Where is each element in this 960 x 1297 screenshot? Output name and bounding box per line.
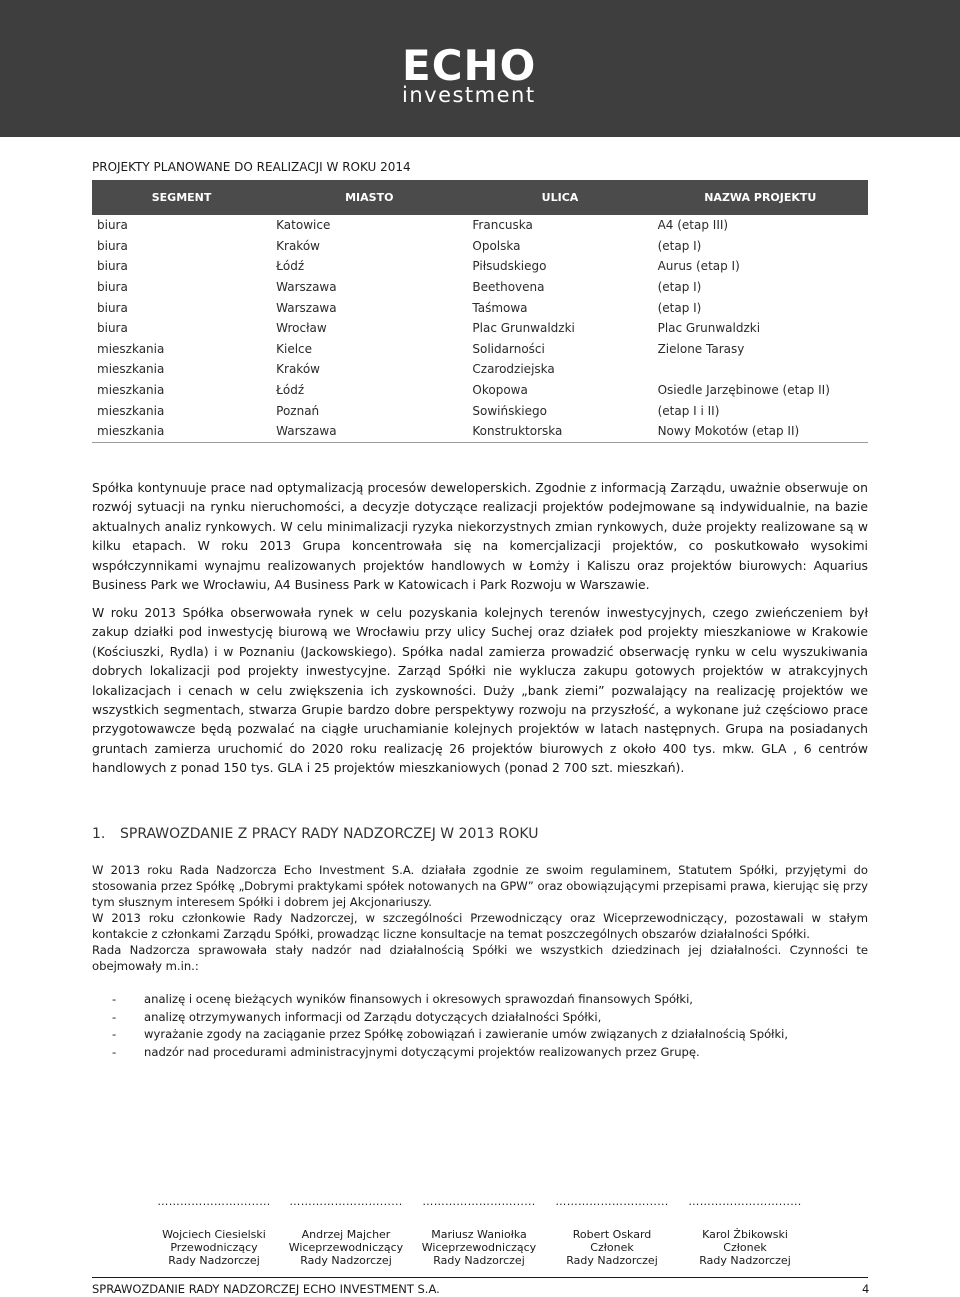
- signature-line: ……………………......: [157, 1195, 271, 1208]
- bullet-dash: -: [112, 1044, 117, 1059]
- cell-street: Sowińskiego: [472, 403, 547, 418]
- cell-street: Solidarności: [472, 341, 545, 356]
- cell-city: Łódź: [276, 383, 305, 398]
- table-row: [92, 359, 868, 380]
- signatory-role: Wiceprzewodniczący: [421, 1241, 537, 1254]
- cell-project-name: Zielone Tarasy: [657, 341, 745, 356]
- table-row: [92, 277, 868, 298]
- column-header-city: MIASTO: [271, 180, 467, 215]
- cell-street: Taśmowa: [472, 300, 528, 315]
- echo-investment-logo: [402, 41, 562, 107]
- cell-segment: biura: [97, 321, 128, 336]
- signatory-role: Przewodniczący: [170, 1241, 258, 1254]
- cell-project-name: Aurus (etap I): [657, 259, 740, 274]
- signatory-name: Wojciech Ciesielski: [162, 1228, 266, 1241]
- signatory-body: Rady Nadzorczej: [168, 1254, 260, 1267]
- signatory-name: Robert Oskard: [572, 1228, 652, 1241]
- signatory-role: Członek: [723, 1241, 767, 1254]
- cell-segment: mieszkania: [92, 421, 271, 442]
- table-row: [92, 421, 868, 442]
- paragraph-board-supervision: Rada Nadzorcza sprawowała stały nadzór nad działalnością Spółki we wszystkich dziedzinach jej działalności. Czynności te obejmowały m.in.:: [92, 943, 868, 973]
- cell-project-name: (etap I): [657, 300, 702, 315]
- cell-street: Opolska: [472, 238, 521, 253]
- column-header-project-name: NAZWA PROJEKTU: [653, 180, 868, 215]
- table-row: [92, 380, 868, 401]
- table-body: [92, 215, 868, 442]
- cell-segment: mieszkania: [97, 383, 165, 398]
- list-item-text: analizę i ocenę bieżących wyników finansowych i okresowych sprawozdań finansowych Spółki,: [144, 992, 693, 1006]
- signatory-name: Andrzej Majcher: [301, 1228, 391, 1241]
- signatures: [148, 1195, 828, 1265]
- supervision-list: [92, 991, 868, 1061]
- signature-line: ……………………......: [422, 1195, 536, 1208]
- cell-city: Poznań: [276, 403, 320, 418]
- signatory-body: Rady Nadzorczej: [566, 1254, 658, 1267]
- cell-city: Warszawa: [276, 300, 337, 315]
- cell-city: Łódź: [276, 259, 305, 274]
- signatory-name: Mariusz Waniołka: [431, 1228, 527, 1241]
- cell-city: Katowice: [276, 218, 331, 233]
- cell-street: Francuska: [472, 218, 533, 233]
- table-row: [92, 318, 868, 339]
- table-row: [92, 400, 868, 421]
- cell-street: Konstruktorska: [467, 421, 652, 442]
- column-header-street: ULICA: [467, 180, 652, 215]
- paragraph-land-bank: W roku 2013 Spółka obserwowała rynek w celu pozyskania kolejnych terenów inwestycyjnych, czego zwieńczeniem był zakup działki pod inwestycję biurową we Wrocławiu przy ulicy Suchej oraz działek pod projekty mieszkaniowe w Krakowie (Kościuszki, Rydla) i w Poznaniu (Jackowskiego). Spółka nadal zamierza prowadzić obserwację rynku w celu wyszukiwania dobrych lokalizacji pod projekty inwestycyjne. Zarząd Spółki nie wyklucza zakupu gotowych projektów w atrakcyjnych lokalizacjach i cenach w celu zwiększenia ich zyskowności. Duży „bank ziemi” pozwalający na realizację projektów we wszystkich segmentach, stwarza Grupie bardzo dobre perspektywy rozwoju na przyszłość, a wykonane już częściowo prace przygotowawcze będą pozwalać na ciągłe uruchamianie kolejnych projektów w latach następnych. Grupa na posiadanych gruntach zamierza uruchomić do 2020 roku realizację 26 projektów biurowych z około 400 tys. mkw. GLA , 6 centrów handlowych z ponad 150 tys. GLA i 25 projektów mieszkaniowych (ponad 2 700 szt. mieszkań).: [92, 605, 868, 776]
- table-header-row: [92, 180, 868, 215]
- header-band: [0, 0, 960, 137]
- paragraph-board-members: W 2013 roku członkowie Rady Nadzorczej, w szczególności Przewodniczący oraz Wiceprzewodniczący, pozostawali w stałym kontakcie z członkami Zarządu Spółki, prowadząc liczne konsultacje na temat poszczególnych obszarów działalności Spółki.: [92, 911, 868, 941]
- paragraph-board-activity: W 2013 roku Rada Nadzorcza Echo Investment S.A. działała zgodnie ze swoim regulaminem, Statutem Spółki, przyjętymi do stosowania przez Spółkę „Dobrymi praktykami spółek notowanych na GPW” oraz obowiązującymi przepisami prawa, kierując się przy tym słusznym interesem Spółki i dobrem jej Akcjonariuszy.: [92, 863, 868, 909]
- signature-block: [280, 1195, 412, 1267]
- table-row: [92, 339, 868, 360]
- signatory-body: Rady Nadzorczej: [433, 1254, 525, 1267]
- bullet-dash: -: [112, 1027, 117, 1041]
- signature-line: ……………………......: [289, 1195, 403, 1208]
- signature-line: ……………………......: [555, 1195, 669, 1208]
- signatory-role: Wiceprzewodniczący: [288, 1241, 404, 1254]
- footer-title: SPRAWOZDANIE RADY NADZORCZEJ ECHO INVESTMENT S.A.: [92, 1282, 440, 1296]
- paragraph-development: Spółka kontynuuje prace nad optymalizacją procesów deweloperskich. Zgodnie z informacją Zarządu, uważnie obserwuje on rozwój sytuacji na rynku nieruchomości, a decyzje dotyczące realizacji projektów podejmowane są indywidualnie, na bazie aktualnych analiz rynkowych. W celu minimalizacji ryzyka niekorzystnych zmian rynkowych, duże projekty realizowane są w kilku etapach. W roku 2013 Grupa koncentrowała się na komercjalizacji projektów, co poskutkowało wysokimi współczynnikami wynajmu realizowanych projektów handlowych w Łomży i Kaliszu oraz projektów biurowych: Aquarius Business Park we Wrocławiu, A4 Business Park w Katowicach i Park Rozwoju w Warszawie.: [92, 480, 868, 593]
- column-header-segment: SEGMENT: [92, 180, 271, 215]
- section-title: PROJEKTY PLANOWANE DO REALIZACJI W ROKU 2014: [92, 160, 411, 174]
- list-item: [92, 1044, 868, 1062]
- section-heading-number: 1.: [92, 826, 106, 842]
- cell-street: Beethovena: [472, 280, 545, 295]
- logo-subtitle: investment: [402, 83, 536, 107]
- cell-segment: biura: [97, 259, 128, 274]
- cell-city: Kraków: [276, 362, 320, 377]
- projects-table: [92, 180, 868, 443]
- section-heading: [92, 826, 538, 842]
- signatory-body: Rady Nadzorczej: [699, 1254, 791, 1267]
- cell-city: Wrocław: [276, 321, 327, 336]
- cell-project-name: [653, 359, 868, 380]
- list-item-text: nadzór nad procedurami administracyjnymi dotyczącymi projektów realizowanych przez Grupę.: [144, 1044, 700, 1059]
- signatory-body: Rady Nadzorczej: [300, 1254, 392, 1267]
- cell-segment: mieszkania: [97, 341, 165, 356]
- cell-street: Piłsudskiego: [472, 259, 547, 274]
- cell-project-name: A4 (etap III): [657, 218, 729, 233]
- signature-line: ……………………......: [688, 1195, 802, 1208]
- cell-project-name: Plac Grunwaldzki: [657, 321, 761, 336]
- cell-project-name: Osiedle Jarzębinowe (etap II): [657, 383, 830, 398]
- bullet-dash: -: [112, 992, 117, 1006]
- list-item-text: wyrażanie zgody na zaciąganie przez Spółkę zobowiązań i zawieranie umów związanych z działalnością Spółki,: [144, 1027, 789, 1041]
- cell-segment: mieszkania: [97, 403, 165, 418]
- cell-project-name: Nowy Mokotów (etap II): [653, 421, 868, 442]
- bullet-dash: -: [112, 1009, 117, 1024]
- cell-city: Kraków: [276, 238, 320, 253]
- table-row: [92, 236, 868, 257]
- signature-block: [546, 1195, 678, 1267]
- table-row: [92, 297, 868, 318]
- cell-city: Kielce: [276, 341, 313, 356]
- cell-street: Plac Grunwaldzki: [472, 321, 575, 336]
- cell-street: Okopowa: [472, 383, 528, 398]
- list-item: [92, 991, 868, 1009]
- list-item: [92, 1026, 868, 1044]
- cell-segment: mieszkania: [97, 362, 165, 377]
- cell-segment: biura: [97, 300, 128, 315]
- signature-block: [148, 1195, 280, 1267]
- signature-block: [413, 1195, 545, 1267]
- table-row: [92, 215, 868, 236]
- cell-project-name: (etap I): [657, 238, 702, 253]
- cell-segment: biura: [97, 280, 128, 295]
- cell-city: Warszawa: [271, 421, 467, 442]
- signatory-name: Karol Żbikowski: [702, 1228, 788, 1241]
- cell-project-name: (etap I): [657, 280, 702, 295]
- cell-city: Warszawa: [276, 280, 337, 295]
- cell-street: Czarodziejska: [472, 362, 555, 377]
- table-row: [92, 256, 868, 277]
- logo-wordmark: ECHO: [402, 41, 537, 90]
- cell-project-name: (etap I i II): [657, 403, 720, 418]
- section-heading-text: SPRAWOZDANIE Z PRACY RADY NADZORCZEJ W 2013 ROKU: [120, 826, 539, 842]
- signature-block: [679, 1195, 811, 1267]
- cell-segment: biura: [97, 218, 128, 233]
- list-item-text: analizę otrzymywanych informacji od Zarządu dotyczących działalności Spółki,: [144, 1009, 602, 1024]
- page-number: 4: [862, 1282, 870, 1296]
- list-item: [92, 1009, 868, 1027]
- footer-divider: [92, 1277, 868, 1278]
- signatory-role: Członek: [590, 1241, 634, 1254]
- cell-segment: biura: [97, 238, 128, 253]
